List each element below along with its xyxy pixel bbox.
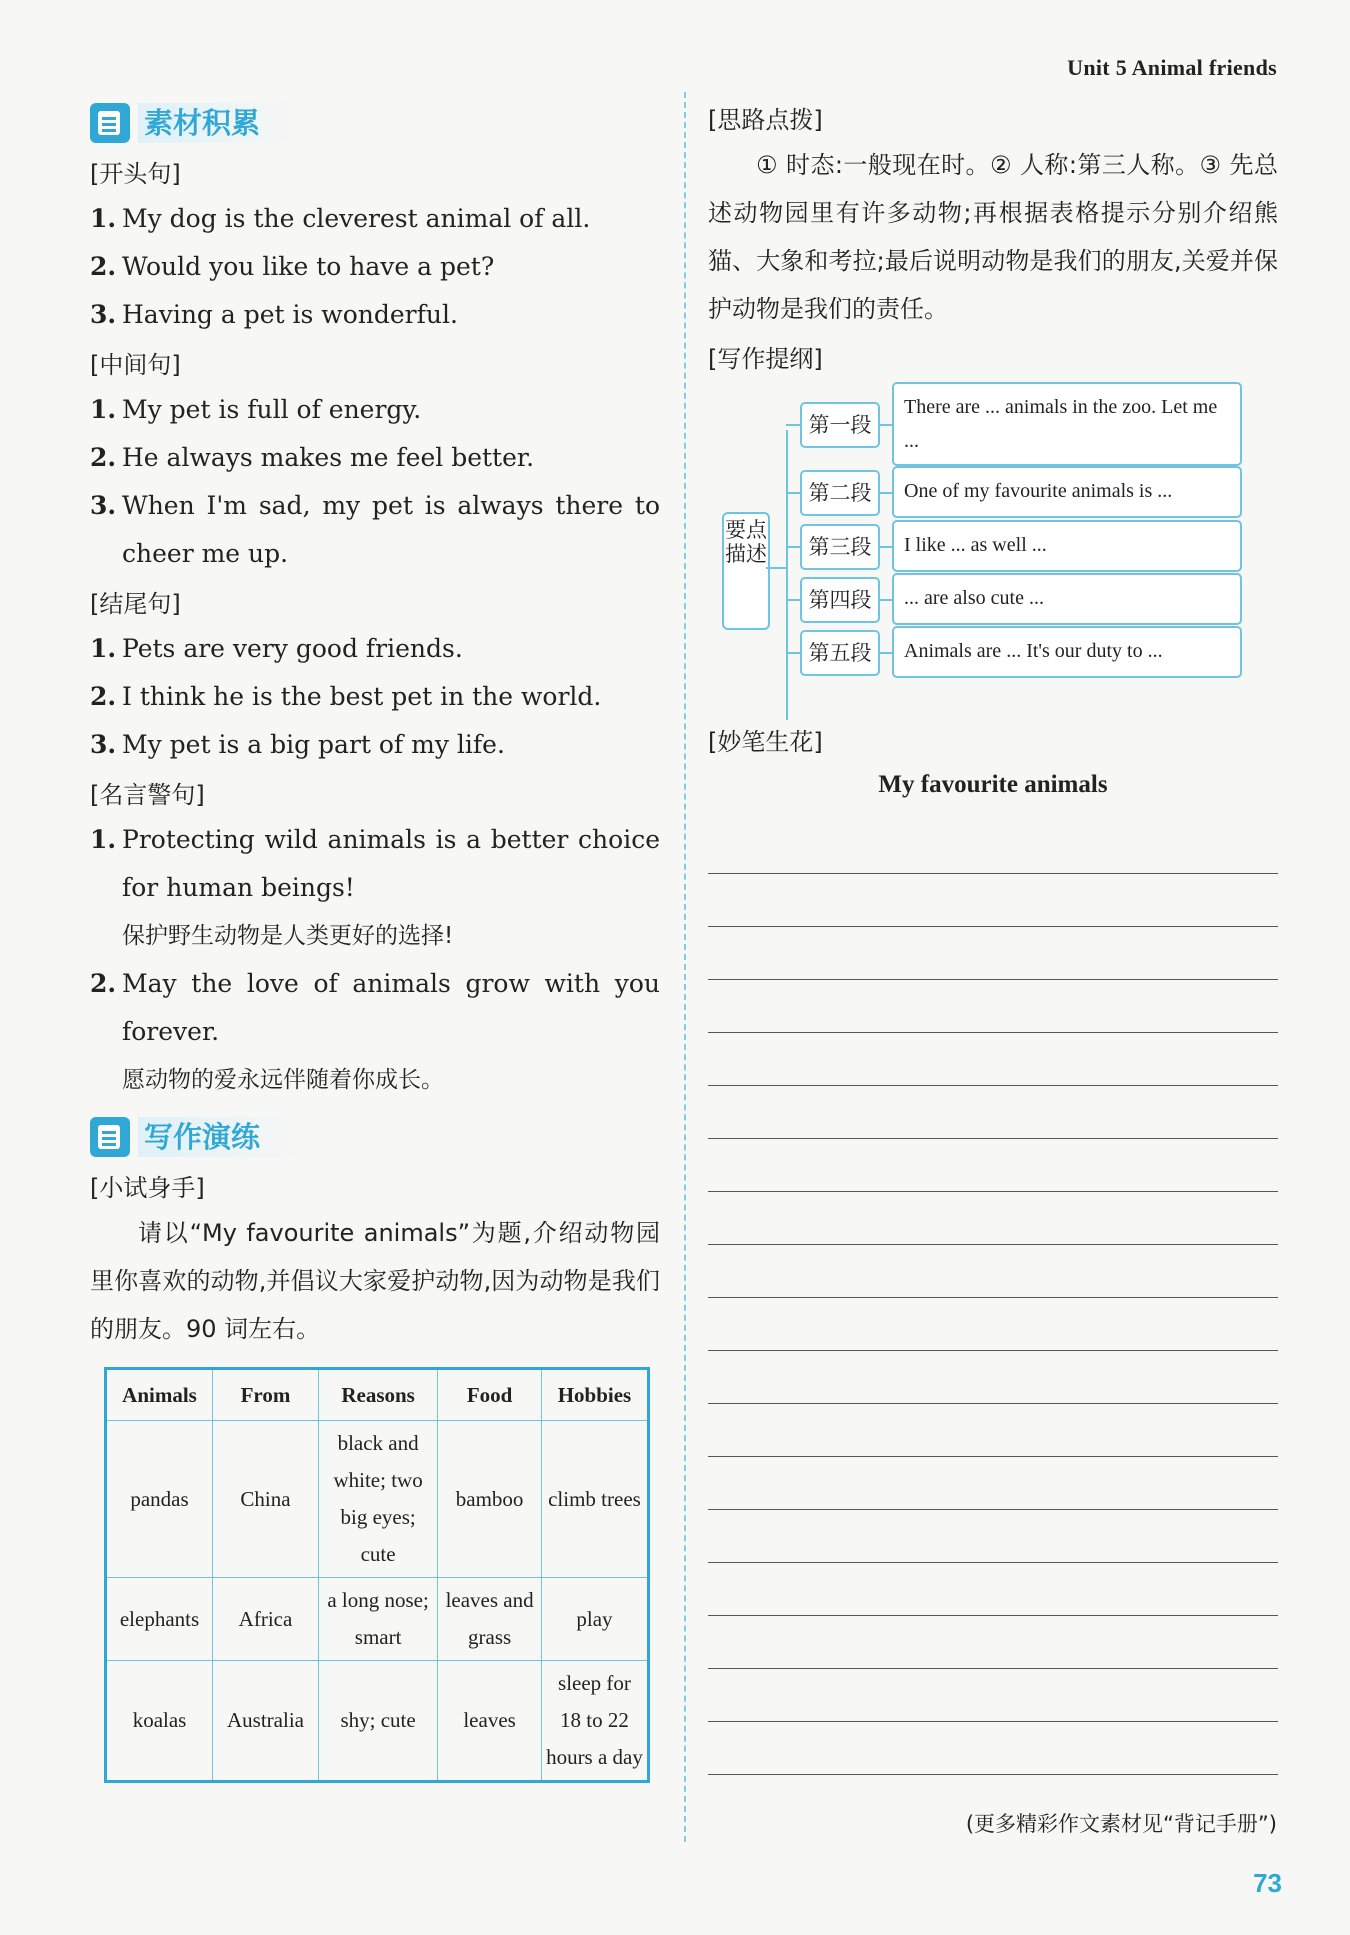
table-row <box>106 1661 649 1782</box>
table-cell: pandas <box>106 1421 213 1578</box>
writing-line[interactable] <box>708 1245 1278 1298</box>
outline-paragraph-hint: There are ... animals in the zoo. Let me ... <box>892 382 1242 466</box>
right-column <box>708 100 1278 1775</box>
writing-prompt: 请以“My favourite animals”为题,介绍动物园里你喜欢的动物,并倡议大家爱护动物,因为动物是我们的朋友。90 词左右。 <box>90 1219 660 1343</box>
connector <box>786 424 800 426</box>
table-cell: black and white; two big eyes; cute <box>318 1421 437 1578</box>
page-number: 73 <box>1253 1868 1282 1898</box>
left-column <box>90 100 660 1783</box>
sentence-item: 3. My pet is a big part of my life. <box>90 730 505 759</box>
table-cell: sleep for 18 to 22 hours a day <box>541 1661 648 1782</box>
quotes-list <box>90 816 660 1104</box>
table-header-cell: Reasons <box>318 1369 437 1421</box>
writing-line[interactable] <box>708 821 1278 874</box>
connector <box>766 567 786 569</box>
outline-label: [写作提纲] <box>708 345 823 373</box>
outline-paragraph-hint: Animals are ... It's our duty to ... <box>892 626 1242 678</box>
group-label: [中间句] <box>90 351 181 379</box>
footnote: (更多精彩作文素材见“背记手册”) <box>965 1812 1277 1836</box>
sentence-item: 2. He always makes me feel better. <box>90 443 535 472</box>
table-header-cell: Animals <box>106 1369 213 1421</box>
writing-line[interactable] <box>708 1616 1278 1669</box>
writing-line[interactable] <box>708 1033 1278 1086</box>
table-cell: elephants <box>106 1578 213 1661</box>
table-header-cell: From <box>213 1369 319 1421</box>
outline-paragraph-hint: One of my favourite animals is ... <box>892 466 1242 518</box>
writing-line[interactable] <box>708 1298 1278 1351</box>
sentence-groups <box>90 154 660 769</box>
connector <box>786 430 788 720</box>
sentence-item: 1. Pets are very good friends. <box>90 634 463 663</box>
outline-paragraph-hint: ... are also cute ... <box>892 573 1242 625</box>
quote-item: 1. Protecting wild animals is a better choice for human beings! <box>90 825 660 902</box>
writing-line[interactable] <box>708 1457 1278 1510</box>
sentence-item: 2. I think he is the best pet in the world. <box>90 682 602 711</box>
sentence-item: 1. My pet is full of energy. <box>90 395 422 424</box>
column-divider <box>684 92 686 1842</box>
outline-paragraph-label: 第五段 <box>800 630 880 676</box>
table-cell: bamboo <box>438 1421 542 1578</box>
connector <box>786 546 800 548</box>
writing-line[interactable] <box>708 1139 1278 1192</box>
table-cell: China <box>213 1421 319 1578</box>
writing-line[interactable] <box>708 1192 1278 1245</box>
thinking-label: [思路点拨] <box>708 106 823 134</box>
table-header-cell: Food <box>438 1369 542 1421</box>
table-row <box>106 1578 649 1661</box>
connector <box>878 652 892 654</box>
book-icon <box>90 103 130 143</box>
section-title-practice: 写作演练 <box>90 1114 660 1160</box>
writing-line[interactable] <box>708 927 1278 980</box>
writing-line[interactable] <box>708 980 1278 1033</box>
essay-label: [妙笔生花] <box>708 728 823 756</box>
table-cell: shy; cute <box>318 1661 437 1782</box>
writing-line[interactable] <box>708 1563 1278 1616</box>
table-cell: leaves <box>438 1661 542 1782</box>
writing-line[interactable] <box>708 1722 1278 1775</box>
table-header-row <box>106 1369 649 1421</box>
table-cell: play <box>541 1578 648 1661</box>
table-cell: koalas <box>106 1661 213 1782</box>
outline-paragraph-label: 第四段 <box>800 577 880 623</box>
animal-info-table <box>104 1367 650 1783</box>
writing-outline <box>708 382 1278 712</box>
outline-root: 要点描述 <box>722 512 770 630</box>
running-header: Unit 5 Animal friends <box>1067 55 1277 80</box>
writing-line[interactable] <box>708 874 1278 927</box>
outline-paragraph-hint: I like ... as well ... <box>892 520 1242 572</box>
sentence-item: 1. My dog is the cleverest animal of all. <box>90 204 591 233</box>
connector <box>786 652 800 654</box>
section-title-materials: 素材积累 <box>90 100 660 146</box>
table-cell: climb trees <box>541 1421 648 1578</box>
writing-line[interactable] <box>708 1404 1278 1457</box>
connector <box>878 492 892 494</box>
group-label: [开头句] <box>90 160 181 188</box>
writing-line[interactable] <box>708 1669 1278 1722</box>
practice-label: [小试身手] <box>90 1174 205 1202</box>
sentence-item: 3. When I'm sad, my pet is always there to cheer me up. <box>90 491 660 568</box>
sentence-item: 3. Having a pet is wonderful. <box>90 300 458 329</box>
connector <box>786 599 800 601</box>
writing-line[interactable] <box>708 1510 1278 1563</box>
table-cell: leaves and grass <box>438 1578 542 1661</box>
connector <box>878 424 892 426</box>
outline-paragraph-label: 第一段 <box>800 402 880 448</box>
table-row <box>106 1421 649 1578</box>
connector <box>878 546 892 548</box>
sentence-item: 2. Would you like to have a pet? <box>90 252 495 281</box>
quote-translation: 保护野生动物是人类更好的选择! <box>122 923 454 949</box>
outline-paragraph-label: 第三段 <box>800 524 880 570</box>
outline-paragraph-label: 第二段 <box>800 470 880 516</box>
pencil-icon <box>90 1117 130 1157</box>
writing-line[interactable] <box>708 1351 1278 1404</box>
quote-item: 2. May the love of animals grow with you forever. <box>90 969 660 1046</box>
writing-line[interactable] <box>708 1086 1278 1139</box>
essay-title: My favourite animals <box>878 771 1108 798</box>
connector <box>878 599 892 601</box>
table-cell: Australia <box>213 1661 319 1782</box>
table-body <box>106 1421 649 1782</box>
writing-lines[interactable] <box>708 821 1278 1775</box>
connector <box>786 492 800 494</box>
table-cell: Africa <box>213 1578 319 1661</box>
thinking-text: ① 时态:一般现在时。② 人称:第三人称。③ 先总述动物园里有许多动物;再根据表格提示分别介绍熊猫、大象和考拉;最后说明动物是我们的朋友,关爱并保护动物是我们的责任。 <box>708 151 1278 323</box>
quote-translation: 愿动物的爱永远伴随着你成长。 <box>122 1067 444 1093</box>
group-label: [结尾句] <box>90 590 181 618</box>
table-header-cell: Hobbies <box>541 1369 648 1421</box>
table-cell: a long nose; smart <box>318 1578 437 1661</box>
quotes-label: [名言警句] <box>90 781 205 809</box>
